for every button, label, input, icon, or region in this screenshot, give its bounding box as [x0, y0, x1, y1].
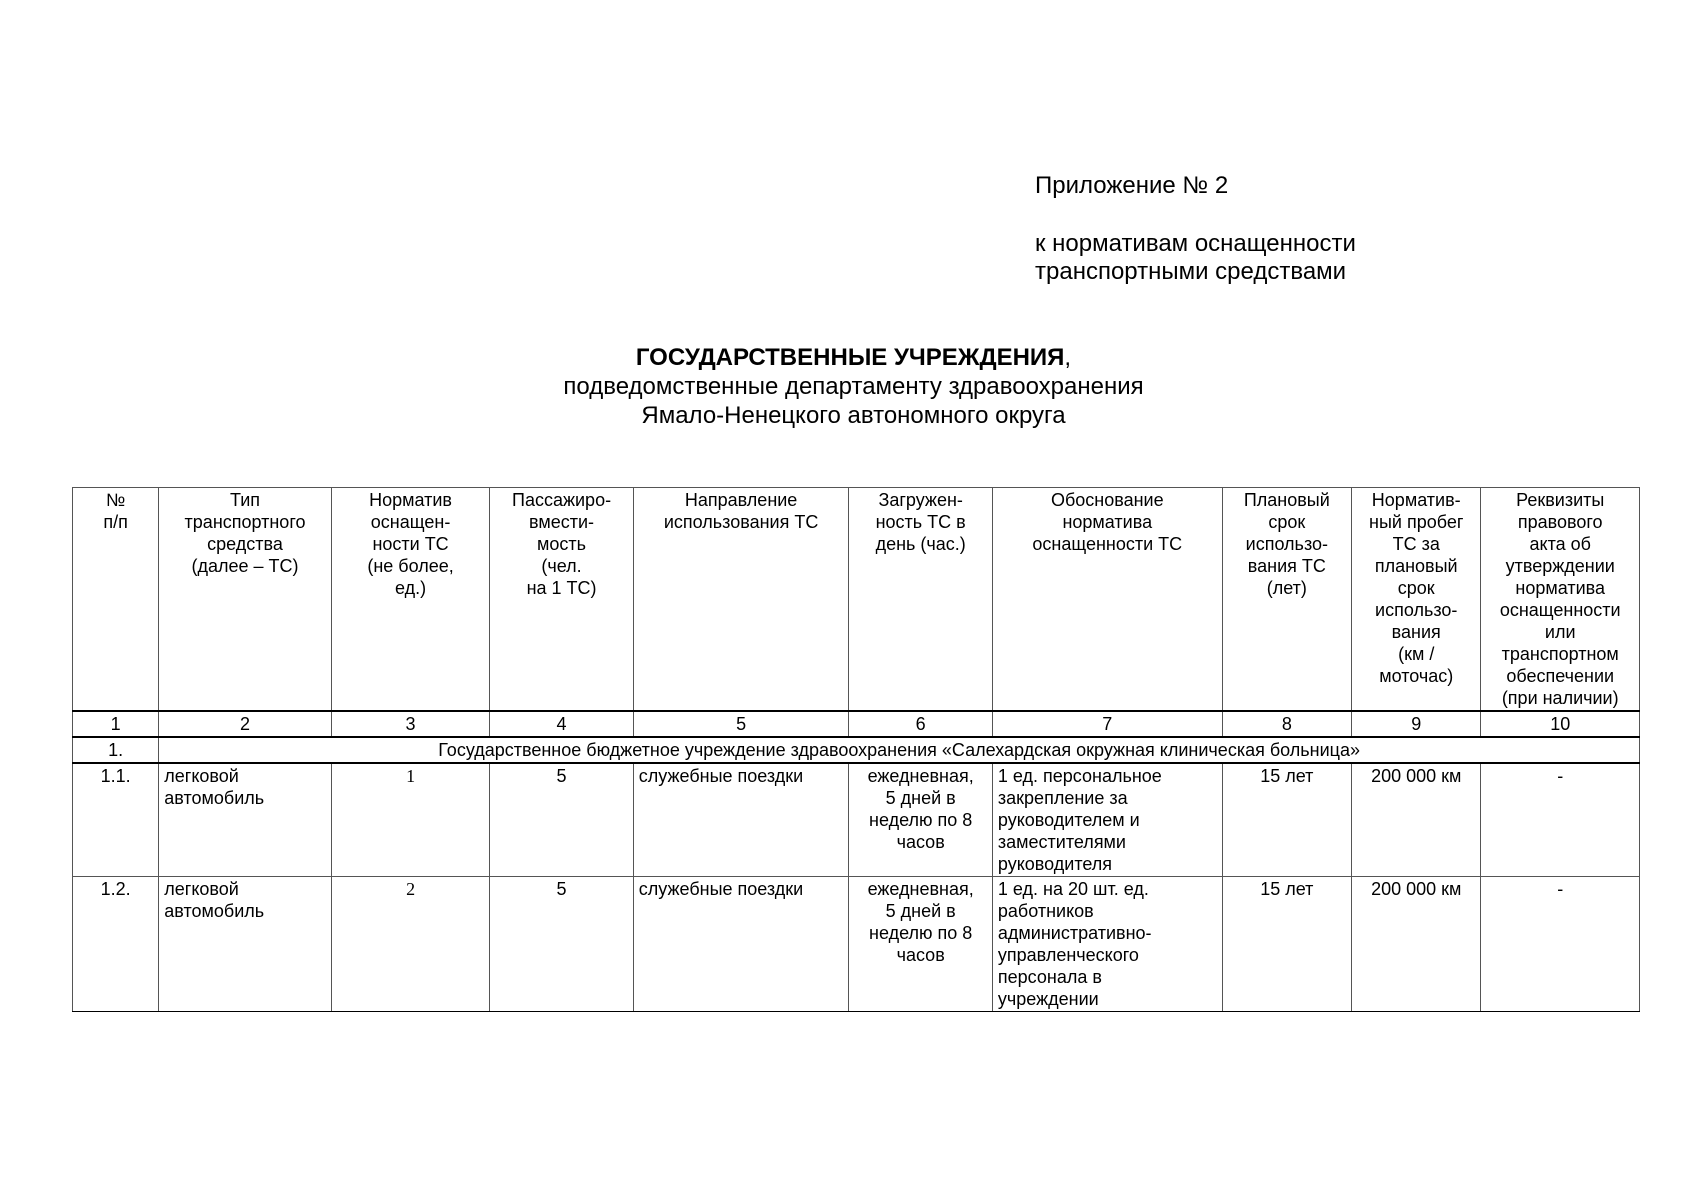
column-number: 3	[331, 711, 490, 737]
column-number: 10	[1481, 711, 1640, 737]
row-capacity: 5	[490, 877, 633, 1012]
row-type: легковой автомобиль	[159, 763, 332, 877]
section-number: 1.	[73, 737, 159, 763]
section-name: Государственное бюджетное учреждение здравоохранения «Салехардская окружная клиническая больница»	[159, 737, 1640, 763]
row-norm: 2	[331, 877, 490, 1012]
appendix-header	[1035, 172, 1356, 286]
header-cell-3: Норматив оснащен- ности ТС (не более, ед.)	[331, 488, 490, 712]
row-num: 1.2.	[73, 877, 159, 1012]
row-type: легковой автомобиль	[159, 877, 332, 1012]
row-norm: 1	[331, 763, 490, 877]
column-number: 8	[1222, 711, 1351, 737]
row-justification: 1 ед. персональное закрепление за руководителем и заместителями руководителя	[992, 763, 1222, 877]
row-capacity: 5	[490, 763, 633, 877]
row-term: 15 лет	[1222, 877, 1351, 1012]
heading-bold-suffix: ,	[1064, 344, 1072, 371]
row-term: 15 лет	[1222, 763, 1351, 877]
table-row	[73, 877, 1640, 1012]
heading-line-2: подведомственные департаменту здравоохранения	[563, 373, 1144, 400]
heading-bold: ГОСУДАРСТВЕННЫЕ УЧРЕЖДЕНИЯ	[635, 344, 1065, 371]
header-cell-8: Плановый срок использо- вания ТС (лет)	[1222, 488, 1351, 712]
row-mileage: 200 000 км	[1352, 877, 1481, 1012]
header-cell-2: Тип транспортного средства (далее – ТС)	[159, 488, 332, 712]
header-cell-1: № п/п	[73, 488, 159, 712]
row-mileage: 200 000 км	[1352, 763, 1481, 877]
column-number: 1	[73, 711, 159, 737]
header-cell-10: Реквизиты правового акта об утверждении норматива оснащенности или транспортном обеспечении (при наличии)	[1481, 488, 1640, 712]
document-heading	[0, 343, 1697, 430]
column-number: 4	[490, 711, 633, 737]
column-number: 2	[159, 711, 332, 737]
header-cell-5: Направление использования ТС	[633, 488, 849, 712]
header-cell-4: Пассажиро- вмести- мость (чел. на 1 ТС)	[490, 488, 633, 712]
column-number: 6	[849, 711, 992, 737]
header-row	[73, 488, 1640, 712]
header-cell-6: Загружен- ность ТС в день (час.)	[849, 488, 992, 712]
column-number: 9	[1352, 711, 1481, 737]
column-number: 5	[633, 711, 849, 737]
appendix-line-2: транспортными средствами	[1035, 258, 1347, 285]
column-number-row	[73, 711, 1640, 737]
row-direction: служебные поездки	[633, 877, 849, 1012]
appendix-line-1: к нормативам оснащенности	[1035, 230, 1356, 257]
column-number: 7	[992, 711, 1222, 737]
appendix-title: Приложение № 2	[1035, 172, 1229, 199]
header-cell-7: Обоснование норматива оснащенности ТС	[992, 488, 1222, 712]
row-act: -	[1481, 877, 1640, 1012]
row-load: ежедневная, 5 дней в неделю по 8 часов	[849, 763, 992, 877]
row-num: 1.1.	[73, 763, 159, 877]
header-cell-9: Норматив- ный пробег ТС за плановый срок использо- вания (км / моточас)	[1352, 488, 1481, 712]
heading-line-1	[0, 343, 1697, 372]
row-justification: 1 ед. на 20 шт. ед. работников административно- управленческого персонала в учреждении	[992, 877, 1222, 1012]
row-load: ежедневная, 5 дней в неделю по 8 часов	[849, 877, 992, 1012]
table-row	[73, 763, 1640, 877]
row-direction: служебные поездки	[633, 763, 849, 877]
row-act: -	[1481, 763, 1640, 877]
section-row	[73, 737, 1640, 763]
norms-table	[72, 487, 1640, 1012]
heading-line-3: Ямало-Ненецкого автономного округа	[641, 402, 1066, 429]
